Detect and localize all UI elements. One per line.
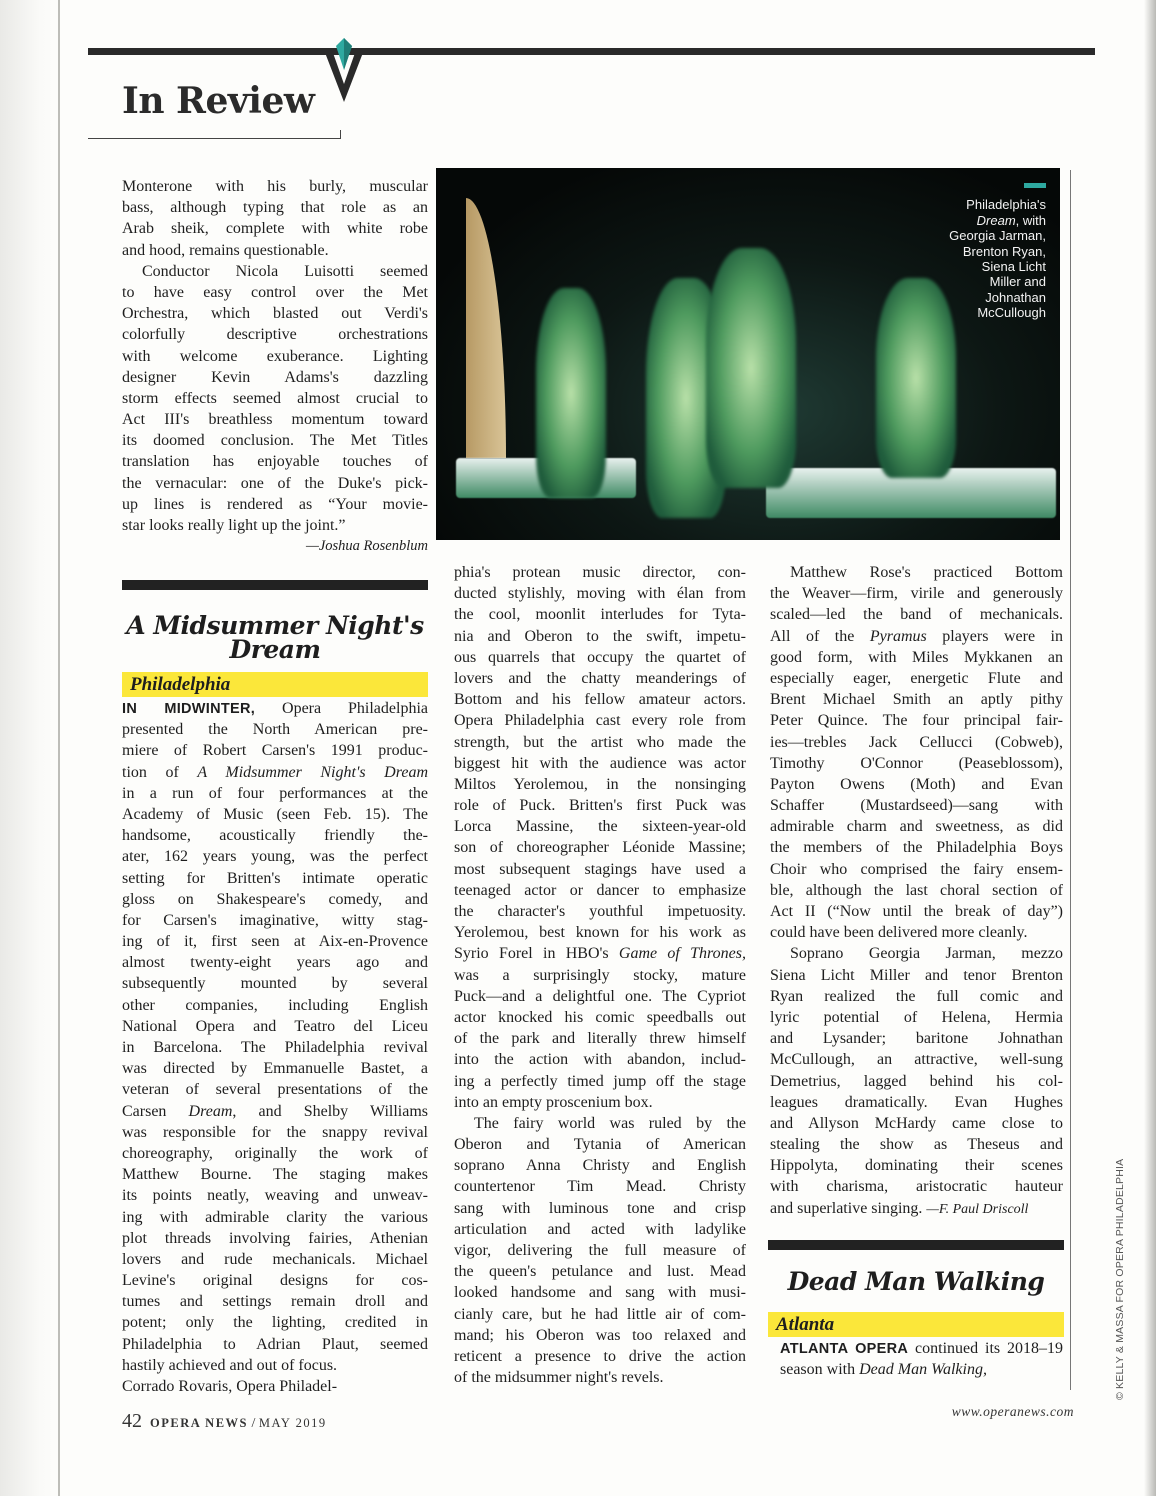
- text-line: role of Puck. Britten's first Puck was: [454, 797, 746, 815]
- text-line: articulation and acted with ladylike: [454, 1220, 746, 1238]
- review-title-midsummer: [122, 611, 428, 664]
- text-line: hastily achieved and out of focus.: [122, 1356, 338, 1374]
- text-line: mand; his Oberon was too relaxed and: [454, 1326, 746, 1344]
- text-line: lovers and the chatty meanderings of: [454, 669, 746, 687]
- text-line: admirable charm and sweetness, as did: [770, 818, 1063, 836]
- text-line: up lines is rendered as “Your movie-: [122, 495, 428, 513]
- text-line: Ryan realized the full comic and: [770, 987, 1063, 1005]
- text-line: Matthew Rose's practiced Bottom: [790, 564, 1063, 581]
- in-review-v-diamond-icon: [322, 36, 366, 106]
- text-line: soprano Anna Christy and English: [454, 1157, 746, 1175]
- text-line: ous quarrels that occupy the quartet of: [454, 648, 746, 666]
- text-line: Academy of Music (seen Feb. 15). The: [122, 805, 428, 823]
- text-line: ble, although the last choral section of: [770, 881, 1063, 899]
- caption-line: , with: [1015, 212, 1046, 228]
- text-line: and hood, remains questionable.: [122, 241, 329, 259]
- text-line: the queen's petulance and lust. Mead: [454, 1263, 746, 1281]
- text-line: looked handsome and sang with musi-: [454, 1284, 746, 1302]
- text-line: Act II (“Now until the break of day”): [770, 903, 1063, 920]
- text-line: in a run of four performances at the: [122, 784, 428, 802]
- text-line: colorfully descriptive orchestrations: [122, 326, 428, 344]
- city-label-philadelphia: Philadelphia: [122, 672, 428, 697]
- text-line: [122, 698, 428, 719]
- text-line: almost twenty-eight years ago and: [122, 954, 428, 972]
- text-line: Schaffer (Mustardseed)—sang with: [770, 797, 1063, 815]
- text-segment: Opera Philadelphia: [255, 700, 428, 717]
- review-attribution: —Joshua Rosenblum: [305, 538, 428, 555]
- issue-date: MAY 2019: [258, 1416, 327, 1430]
- text-line: the members of the Philadelphia Boys: [770, 839, 1063, 857]
- text-line: Orchestra, which blasted out Verdi's: [122, 305, 428, 323]
- text-segment: players were in: [926, 627, 1063, 645]
- text-line: veteran of several presentations of the: [122, 1081, 428, 1099]
- text-line: for Carsen's imaginative, witty stag-: [122, 911, 428, 929]
- caption-line: Siena Licht: [981, 259, 1046, 275]
- caption-line: Johnathan: [985, 289, 1046, 305]
- text-line: nia and Oberon to the swift, impetu-: [454, 627, 746, 645]
- text-line: plot threads involving fairies, Athenian: [122, 1229, 428, 1247]
- text-line: the cool, moonlit interludes for Tyta-: [454, 606, 746, 624]
- production-photo: [436, 168, 1060, 540]
- text-line: Monterone with his burly, muscular: [122, 178, 428, 195]
- text-line: Act III's breathless momentum toward: [122, 411, 428, 429]
- text-line: son of choreographer Léonide Massine;: [454, 839, 746, 857]
- text-segment: and superlative singing.: [770, 1199, 927, 1217]
- text-line: to have easy control over the Met: [122, 283, 428, 301]
- text-line: lovers and rude mechanicals. Michael: [122, 1250, 428, 1268]
- section-title: In Review: [122, 80, 315, 122]
- text-line: [770, 1198, 1063, 1219]
- text-line: setting for Britten's intimate operatic: [122, 869, 428, 887]
- review-title-dead-man-walking: Dead Man Walking: [787, 1267, 1045, 1296]
- text-line: its doomed conclusion. The Met Titles: [122, 432, 428, 450]
- photo-figure: [876, 278, 956, 478]
- text-segment: Pyramus: [869, 627, 927, 645]
- text-line: biggest hit with the audience was actor: [454, 754, 746, 772]
- text-line: [780, 1338, 1063, 1359]
- text-line: with charisma, aristocratic hauteur: [770, 1178, 1063, 1196]
- footer-folio: [122, 1410, 327, 1433]
- text-line: the Weaver—firm, virile and generously: [770, 585, 1063, 603]
- text-segment: Syrio Forel in HBO's: [454, 945, 619, 963]
- text-line: could have been delivered more cleanly.: [770, 924, 1028, 942]
- text-line: Corrado Rovaris, Opera Philadel-: [122, 1378, 338, 1395]
- review-title-line: Dream: [229, 635, 321, 664]
- text-line: Puck—and a delightful one. The Cypriot: [454, 987, 746, 1005]
- text-line: [122, 762, 428, 783]
- text-line: countertenor Tim Mead. Christy: [454, 1178, 746, 1196]
- review-title-line: A Midsummer Night's: [126, 611, 424, 640]
- text-line: Demetrius, lagged behind his col-: [770, 1072, 1063, 1090]
- text-line: with welcome exuberance. Lighting: [122, 347, 428, 365]
- caption-line: McCullough: [977, 305, 1046, 321]
- text-line: Oberon and Tytania of American: [454, 1136, 746, 1154]
- text-line: McCullough, an attractive, well-sung: [770, 1051, 1063, 1069]
- text-line: Yerolemou, best known for his work as: [454, 924, 746, 942]
- text-line: ing of it, first seen at Aix-en-Provence: [122, 933, 428, 951]
- page-number: 42: [122, 1410, 142, 1432]
- text-line: reticent a presence to drive the action: [454, 1347, 746, 1365]
- text-line: Choir who comprised the fairy ensem-: [770, 860, 1063, 878]
- photo-caption: [949, 182, 1046, 321]
- caption-line: Dream: [976, 212, 1016, 228]
- text-line: designer Kevin Adams's dazzling: [122, 368, 428, 386]
- section-title-underline: [88, 138, 341, 139]
- caption-accent-mark: [1024, 183, 1046, 188]
- text-line: into an empty proscenium box.: [454, 1093, 653, 1111]
- text-segment: season with: [780, 1361, 860, 1379]
- previous-review-continuation: [122, 176, 428, 557]
- magazine-name: OPERA NEWS: [150, 1416, 249, 1430]
- text-line: its points neatly, weaving and unweav-: [122, 1187, 428, 1205]
- text-line: actor knocked his comic speedballs out: [454, 1008, 746, 1026]
- text-line: was a surprisingly stocky, mature: [454, 966, 746, 984]
- caption-line: Philadelphia's: [966, 197, 1046, 213]
- city-label-atlanta: Atlanta: [768, 1312, 1064, 1337]
- text-line: into the action with abandon, includ-: [454, 1051, 746, 1069]
- text-line: Payton Owens (Moth) and Evan: [770, 775, 1063, 793]
- text-line: leagues dramatically. Evan Hughes: [770, 1093, 1063, 1111]
- text-segment: continued its 2018–19: [908, 1340, 1063, 1357]
- footer-separator: /: [248, 1416, 259, 1431]
- text-line: of the midsummer night's revels.: [454, 1369, 664, 1387]
- text-line: Soprano Georgia Jarman, mezzo: [790, 945, 1063, 963]
- caption-line: Georgia Jarman,: [949, 228, 1046, 244]
- text-line: Bottom and his fellow amateur actors.: [454, 691, 746, 709]
- text-line: and Allyson McHardy came close to: [770, 1114, 1063, 1132]
- text-line: stealing the show as Theseus and: [770, 1136, 1063, 1154]
- text-line: ing a perfectly timed jump off the stage: [454, 1072, 746, 1090]
- text-line: choreography, originally the work of: [122, 1144, 428, 1162]
- text-line: was directed by Emmanuelle Bastet, a: [122, 1060, 428, 1078]
- text-line: ies—trebles Jack Cellucci (Cobweb),: [770, 733, 1063, 751]
- text-line: [770, 626, 1063, 647]
- text-line: tumes and settings remain droll and: [122, 1293, 428, 1311]
- text-line: and Lysander; baritone Johnathan: [770, 1030, 1063, 1048]
- text-segment: —F. Paul Driscoll: [926, 1201, 1029, 1217]
- review-column-2: [454, 562, 746, 1388]
- page-binding-edge: [0, 0, 62, 1496]
- text-line: of the park and literally threw himself: [454, 1030, 746, 1048]
- photo-light-beam: [466, 198, 506, 458]
- text-line: Levine's original designs for cos-: [122, 1272, 428, 1290]
- text-line: good form, with Miles Mykkanen an: [770, 648, 1063, 666]
- caption-line: Miller and: [989, 274, 1046, 290]
- text-line: vigor, delivering the full measure of: [454, 1242, 746, 1259]
- text-line: sang with luminous tone and crisp: [454, 1199, 746, 1217]
- photo-figure: [536, 288, 606, 498]
- photo-figure: [706, 248, 796, 488]
- text-line: [122, 1101, 428, 1122]
- text-line: translation has enjoyable touches of: [122, 453, 428, 471]
- text-line: other companies, including English: [122, 996, 428, 1014]
- text-line: scaled—led the band of mechanicals.: [770, 606, 1063, 624]
- text-line: Philadelphia to Adrian Plaut, seemed: [122, 1335, 428, 1353]
- text-line: potent; only the lighting, credited in: [122, 1314, 428, 1332]
- text-line: phia's protean music director, con-: [454, 564, 746, 581]
- text-line: was responsible for the snappy revival: [122, 1123, 428, 1141]
- text-line: [454, 943, 746, 964]
- photo-credit: © KELLY & MASSA FOR OPERA PHILADELPHIA: [1114, 1158, 1126, 1400]
- review-2-column: [780, 1338, 1063, 1380]
- text-line: especially eager, energetic Flute and: [770, 669, 1063, 687]
- text-segment: All of the: [770, 627, 870, 645]
- text-line: Matthew Bourne. The staging makes: [122, 1166, 428, 1184]
- review-column-1: [122, 698, 428, 1397]
- text-line: gloss on Shakespeare's comedy, and: [122, 890, 428, 908]
- text-line: the vernacular: one of the Duke's pick-: [122, 474, 428, 492]
- text-line: [780, 1359, 1063, 1380]
- text-segment: , and Shelby Williams: [232, 1102, 428, 1120]
- text-line: cianly care, but he had little air of com-: [454, 1305, 746, 1323]
- text-line: ducted stylishly, moving with élan from: [454, 585, 746, 603]
- text-line: Brent Michael Smith an aptly pithy: [770, 691, 1063, 709]
- text-line: most subsequent stagings have used a: [454, 860, 746, 878]
- text-segment: Game of Thrones,: [618, 945, 747, 963]
- text-line: Hippolyta, dominating their scenes: [770, 1157, 1063, 1175]
- text-line: ater, 162 years young, was the perfect: [122, 848, 428, 866]
- review-divider-bar: [768, 1240, 1064, 1250]
- text-line: Peter Quince. The four principal fair-: [770, 712, 1063, 730]
- text-line: lyric potential of Helena, Hermia: [770, 1008, 1063, 1026]
- text-line: miere of Robert Carsen's 1991 produc-: [122, 742, 428, 760]
- text-line: Miltos Yerolemou, in the nonsinging: [454, 775, 746, 793]
- text-segment: IN MIDWINTER,: [122, 701, 256, 717]
- text-line: presented the North American pre-: [122, 721, 428, 739]
- text-line: Timothy O'Connor (Peaseblossom),: [770, 754, 1063, 772]
- text-line: teenaged actor or dancer to emphasize: [454, 881, 746, 899]
- text-line: ing with admirable clarity the various: [122, 1208, 428, 1226]
- text-line: strength, but the artist who made the: [454, 733, 746, 751]
- page-right-edge: [1144, 0, 1156, 1496]
- header-rule: [88, 48, 1095, 55]
- caption-line: Brenton Ryan,: [962, 243, 1046, 259]
- text-line: bass, although typing that role as an: [122, 199, 428, 217]
- text-segment: Carsen: [122, 1102, 189, 1120]
- review-divider-bar: [122, 580, 428, 590]
- text-line: the character's youthful impetuosity.: [454, 903, 746, 920]
- text-line: National Opera and Teatro del Liceu: [122, 1017, 428, 1035]
- text-segment: tion of: [122, 763, 198, 781]
- text-line: star looks really light up the joint.”: [122, 517, 346, 534]
- text-segment: Dream: [188, 1102, 233, 1120]
- text-line: subsequently mounted by several: [122, 975, 428, 993]
- text-segment: A Midsummer Night's Dream: [197, 763, 428, 781]
- text-segment: ATLANTA OPERA: [780, 1341, 909, 1357]
- text-line: Conductor Nicola Luisotti seemed: [142, 262, 428, 280]
- text-line: in Barcelona. The Philadelphia revival: [122, 1039, 428, 1056]
- text-line: Lorca Massine, the sixteen-year-old: [454, 818, 746, 836]
- text-line: Arab sheik, complete with white robe: [122, 220, 428, 238]
- text-segment: Dead Man Walking,: [859, 1361, 987, 1379]
- text-line: Siena Licht Miller and tenor Brenton: [770, 966, 1063, 984]
- text-line: storm effects seemed almost crucial to: [122, 389, 428, 407]
- text-line: Opera Philadelphia cast every role from: [454, 712, 746, 730]
- text-line: The fairy world was ruled by the: [474, 1114, 746, 1132]
- column-rule: [1070, 170, 1071, 1390]
- text-line: handsome, acoustically friendly the-: [122, 827, 428, 845]
- review-column-3: [770, 562, 1063, 1219]
- website-link[interactable]: www.operanews.com: [951, 1404, 1074, 1419]
